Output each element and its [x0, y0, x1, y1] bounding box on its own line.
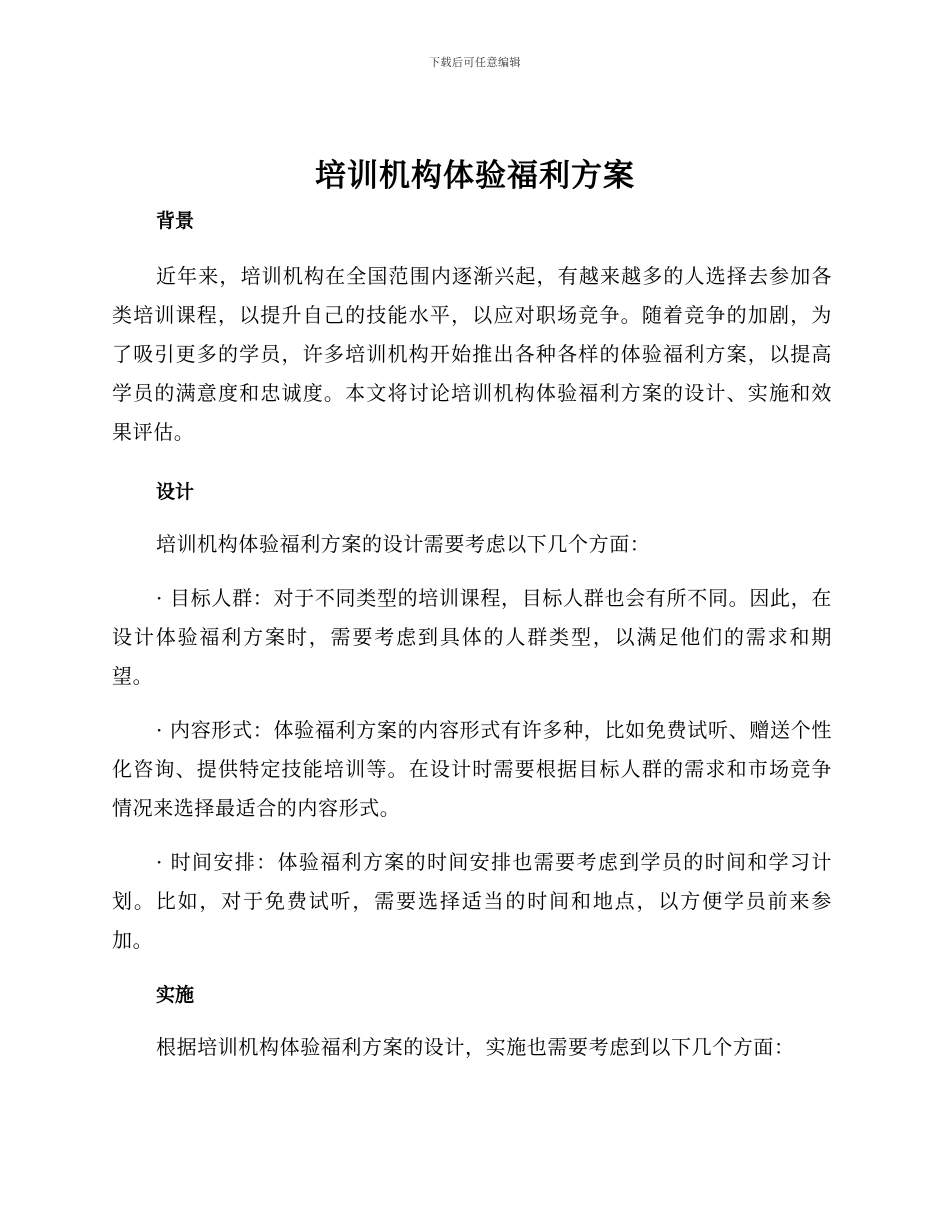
document-body [112, 206, 832, 1067]
design-item-schedule: · 时间安排：体验福利方案的时间安排也需要考虑到学员的时间和学习计划。比如，对于免费试听，需要选择适当的时间和地点，以方便学员前来参加。 [112, 850, 832, 952]
section-heading-design: 设计 [156, 481, 195, 503]
implementation-intro-paragraph: 根据培训机构体验福利方案的设计，实施也需要考虑到以下几个方面： [156, 1035, 795, 1059]
header-note: 下载后可任意编辑 [429, 56, 521, 69]
design-item-content-format: · 内容形式：体验福利方案的内容形式有许多种，比如免费试听、赠送个性化咨询、提供特定技能培训等。在设计时需要根据目标人群的需求和市场竞争情况来选择最适合的内容形式。 [112, 718, 832, 820]
design-item-target-audience: · 目标人群：对于不同类型的培训课程，目标人群也会有所不同。因此，在设计体验福利方案时，需要考虑到具体的人群类型，以满足他们的需求和期望。 [112, 586, 832, 688]
background-paragraph: 近年来，培训机构在全国范围内逐渐兴起，有越来越多的人选择去参加各类培训课程，以提升自己的技能水平，以应对职场竞争。随着竞争的加剧，为了吸引更多的学员，许多培训机构开始推出各种各样的体验福利方案，以提高学员的满意度和忠诚度。本文将讨论培训机构体验福利方案的设计、实施和效果评估。 [112, 264, 832, 444]
design-intro-paragraph: 培训机构体验福利方案的设计需要考虑以下几个方面： [156, 532, 651, 556]
document-title: 培训机构体验福利方案 [315, 158, 635, 194]
section-heading-background: 背景 [156, 210, 195, 232]
section-heading-implementation: 实施 [156, 984, 195, 1006]
